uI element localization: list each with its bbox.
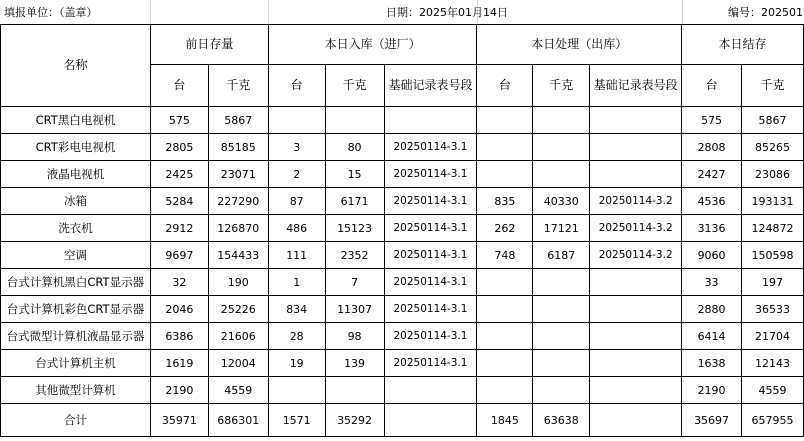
table-row [1, 323, 804, 350]
prev-units-cell[interactable]: 2805 [150, 134, 208, 161]
out-units-header[interactable]: 台 [477, 65, 533, 107]
out-record-cell[interactable] [590, 161, 682, 188]
out-kg-cell[interactable] [533, 134, 590, 161]
bal-units-cell[interactable]: 2808 [682, 134, 742, 161]
in-kg-cell[interactable]: 139 [325, 350, 384, 377]
in-units-header[interactable]: 台 [268, 65, 325, 107]
out-record-cell[interactable] [590, 296, 682, 323]
prev-stock-header[interactable]: 前日存量 [150, 25, 268, 65]
in-kg-cell[interactable] [325, 377, 384, 404]
bal-kg-cell[interactable]: 193131 [742, 188, 804, 215]
bal-kg-cell[interactable]: 23086 [742, 161, 804, 188]
bal-units-header[interactable]: 台 [682, 65, 742, 107]
bal-kg-cell[interactable]: 657955 [742, 404, 804, 437]
bal-kg-cell[interactable]: 21704 [742, 323, 804, 350]
balance-header[interactable]: 本日结存 [682, 25, 804, 65]
out-units-cell[interactable] [477, 350, 533, 377]
table-row [1, 107, 804, 134]
inbound-header[interactable]: 本日入库（进厂） [268, 25, 477, 65]
bal-units-cell[interactable]: 3136 [682, 215, 742, 242]
bal-kg-cell[interactable]: 85265 [742, 134, 804, 161]
in-units-cell[interactable]: 111 [268, 242, 325, 269]
in-record-cell[interactable] [384, 107, 477, 134]
in-record-cell[interactable]: 20250114-3.1 [384, 134, 477, 161]
out-kg-cell[interactable] [533, 107, 590, 134]
out-units-cell[interactable]: 748 [477, 242, 533, 269]
bal-units-cell[interactable]: 2190 [682, 377, 742, 404]
out-kg-cell[interactable] [533, 377, 590, 404]
out-kg-cell[interactable] [533, 323, 590, 350]
in-record-cell[interactable]: 20250114-3.1 [384, 269, 477, 296]
prev-units-cell[interactable]: 2425 [150, 161, 208, 188]
cell-divider [150, 0, 151, 24]
bal-units-cell[interactable]: 1638 [682, 350, 742, 377]
item-name-cell[interactable]: 空调 [1, 242, 151, 269]
table-row [1, 188, 804, 215]
in-units-cell[interactable]: 2 [268, 161, 325, 188]
table-row [1, 269, 804, 296]
bal-units-cell[interactable]: 4536 [682, 188, 742, 215]
bal-units-cell[interactable]: 33 [682, 269, 742, 296]
out-kg-cell[interactable] [533, 161, 590, 188]
in-kg-cell[interactable]: 7 [325, 269, 384, 296]
prev-kg-cell[interactable]: 4559 [208, 377, 268, 404]
prev-units-cell[interactable]: 2046 [150, 296, 208, 323]
out-kg-cell[interactable] [533, 269, 590, 296]
out-record-cell[interactable]: 20250114-3.2 [590, 215, 682, 242]
reporting-unit-label: 填报单位：（盖章） [4, 6, 98, 19]
in-kg-cell[interactable]: 11307 [325, 296, 384, 323]
cell-divider [268, 0, 269, 24]
prev-units-cell[interactable]: 1619 [150, 350, 208, 377]
in-kg-cell[interactable]: 15 [325, 161, 384, 188]
processed-header[interactable]: 本日处理（出库） [477, 25, 682, 65]
item-name-cell[interactable]: 台式计算机主机 [1, 350, 151, 377]
prev-kg-cell[interactable]: 154433 [208, 242, 268, 269]
bal-kg-header[interactable]: 千克 [742, 65, 804, 107]
in-units-cell[interactable]: 1571 [268, 404, 325, 437]
bal-kg-cell[interactable]: 12143 [742, 350, 804, 377]
in-kg-cell[interactable]: 80 [325, 134, 384, 161]
bal-units-cell[interactable]: 6414 [682, 323, 742, 350]
in-units-cell[interactable]: 19 [268, 350, 325, 377]
prev-units-cell[interactable]: 5284 [150, 188, 208, 215]
table-row [1, 215, 804, 242]
item-name-cell[interactable]: 洗衣机 [1, 215, 151, 242]
out-kg-cell[interactable] [533, 350, 590, 377]
item-name-cell[interactable]: CRT黑白电视机 [1, 107, 151, 134]
out-record-cell[interactable] [590, 323, 682, 350]
bal-kg-cell[interactable]: 36533 [742, 296, 804, 323]
cell-divider [682, 0, 683, 24]
out-units-cell[interactable] [477, 377, 533, 404]
bal-kg-cell[interactable]: 197 [742, 269, 804, 296]
in-kg-cell[interactable]: 15123 [325, 215, 384, 242]
item-name-cell[interactable]: 台式微型计算机液晶显示器 [1, 323, 151, 350]
table-row [1, 296, 804, 323]
in-kg-cell[interactable] [325, 107, 384, 134]
date-label: 日期：2025年01月14日 [386, 6, 508, 19]
prev-kg-cell[interactable]: 21606 [208, 323, 268, 350]
bal-kg-cell[interactable]: 4559 [742, 377, 804, 404]
prev-units-cell[interactable]: 32 [150, 269, 208, 296]
in-record-cell[interactable]: 20250114-3.1 [384, 323, 477, 350]
total-row [1, 404, 804, 437]
in-units-cell[interactable]: 87 [268, 188, 325, 215]
item-name-cell[interactable]: CRT彩电电视机 [1, 134, 151, 161]
out-units-cell[interactable] [477, 161, 533, 188]
in-record-cell[interactable]: 20250114-3.1 [384, 296, 477, 323]
prev-kg-cell[interactable]: 23071 [208, 161, 268, 188]
in-units-cell[interactable] [268, 107, 325, 134]
item-name-cell[interactable]: 液晶电视机 [1, 161, 151, 188]
prev-units-cell[interactable]: 35971 [150, 404, 208, 437]
out-record-cell[interactable] [590, 377, 682, 404]
out-record-cell[interactable]: 20250114-3.2 [590, 242, 682, 269]
table-row [1, 134, 804, 161]
prev-kg-cell[interactable]: 12004 [208, 350, 268, 377]
in-kg-cell[interactable]: 98 [325, 323, 384, 350]
prev-kg-cell[interactable]: 25226 [208, 296, 268, 323]
out-units-cell[interactable] [477, 323, 533, 350]
table-row [1, 377, 804, 404]
prev-kg-header[interactable]: 千克 [208, 65, 268, 107]
prev-units-cell[interactable]: 575 [150, 107, 208, 134]
out-record-cell[interactable] [590, 269, 682, 296]
bal-kg-cell[interactable]: 124872 [742, 215, 804, 242]
in-units-cell[interactable] [268, 377, 325, 404]
bal-kg-cell[interactable]: 5867 [742, 107, 804, 134]
in-units-cell[interactable]: 1 [268, 269, 325, 296]
out-record-header[interactable]: 基础记录表号段 [590, 65, 682, 107]
out-kg-cell[interactable]: 40330 [533, 188, 590, 215]
in-record-cell[interactable] [384, 377, 477, 404]
out-record-cell[interactable]: 20250114-3.2 [590, 188, 682, 215]
out-units-cell[interactable] [477, 296, 533, 323]
name-column-header[interactable]: 名称 [1, 25, 151, 107]
out-kg-header[interactable]: 千克 [533, 65, 590, 107]
form-header-row [0, 0, 804, 25]
bal-units-cell[interactable]: 2427 [682, 161, 742, 188]
item-name-cell[interactable]: 台式计算机黑白CRT显示器 [1, 269, 151, 296]
table-row [1, 350, 804, 377]
out-kg-cell[interactable] [533, 296, 590, 323]
out-record-cell[interactable] [590, 404, 682, 437]
bal-kg-cell[interactable]: 150598 [742, 242, 804, 269]
bal-units-cell[interactable]: 575 [682, 107, 742, 134]
item-name-cell[interactable]: 其他微型计算机 [1, 377, 151, 404]
prev-kg-cell[interactable]: 126870 [208, 215, 268, 242]
out-units-cell[interactable]: 262 [477, 215, 533, 242]
prev-kg-cell[interactable]: 227290 [208, 188, 268, 215]
in-units-cell[interactable]: 486 [268, 215, 325, 242]
prev-kg-cell[interactable]: 5867 [208, 107, 268, 134]
in-kg-cell[interactable]: 35292 [325, 404, 384, 437]
bal-units-cell[interactable]: 2880 [682, 296, 742, 323]
bal-units-cell[interactable]: 35697 [682, 404, 742, 437]
out-record-cell[interactable] [590, 350, 682, 377]
item-name-cell[interactable]: 冰箱 [1, 188, 151, 215]
item-name-cell[interactable]: 合计 [1, 404, 151, 437]
prev-kg-cell[interactable]: 686301 [208, 404, 268, 437]
in-record-header[interactable]: 基础记录表号段 [384, 65, 477, 107]
in-units-cell[interactable]: 834 [268, 296, 325, 323]
in-record-cell[interactable]: 20250114-3.1 [384, 188, 477, 215]
in-record-cell[interactable]: 20250114-3.1 [384, 242, 477, 269]
in-units-cell[interactable]: 3 [268, 134, 325, 161]
out-kg-cell[interactable]: 6187 [533, 242, 590, 269]
bal-units-cell[interactable]: 9060 [682, 242, 742, 269]
out-units-cell[interactable]: 835 [477, 188, 533, 215]
out-record-cell[interactable] [590, 107, 682, 134]
in-record-cell[interactable]: 20250114-3.1 [384, 215, 477, 242]
prev-units-cell[interactable]: 6386 [150, 323, 208, 350]
in-kg-cell[interactable]: 2352 [325, 242, 384, 269]
in-record-cell[interactable]: 20250114-3.1 [384, 350, 477, 377]
out-units-cell[interactable] [477, 134, 533, 161]
in-units-cell[interactable]: 28 [268, 323, 325, 350]
prev-kg-cell[interactable]: 85185 [208, 134, 268, 161]
out-kg-cell[interactable]: 63638 [533, 404, 590, 437]
prev-kg-cell[interactable]: 190 [208, 269, 268, 296]
prev-units-cell[interactable]: 2912 [150, 215, 208, 242]
table-row [1, 242, 804, 269]
prev-units-cell[interactable]: 2190 [150, 377, 208, 404]
out-kg-cell[interactable]: 17121 [533, 215, 590, 242]
in-record-cell[interactable]: 20250114-3.1 [384, 161, 477, 188]
item-name-cell[interactable]: 台式计算机彩色CRT显示器 [1, 296, 151, 323]
out-record-cell[interactable] [590, 134, 682, 161]
inventory-table [0, 24, 804, 437]
out-units-cell[interactable] [477, 107, 533, 134]
form-number-label: 编号：202501 [728, 6, 803, 19]
prev-units-cell[interactable]: 9697 [150, 242, 208, 269]
in-kg-cell[interactable]: 6171 [325, 188, 384, 215]
out-units-cell[interactable] [477, 269, 533, 296]
table-row [1, 161, 804, 188]
out-units-cell[interactable]: 1845 [477, 404, 533, 437]
in-record-cell[interactable] [384, 404, 477, 437]
in-kg-header[interactable]: 千克 [325, 65, 384, 107]
prev-units-header[interactable]: 台 [150, 65, 208, 107]
